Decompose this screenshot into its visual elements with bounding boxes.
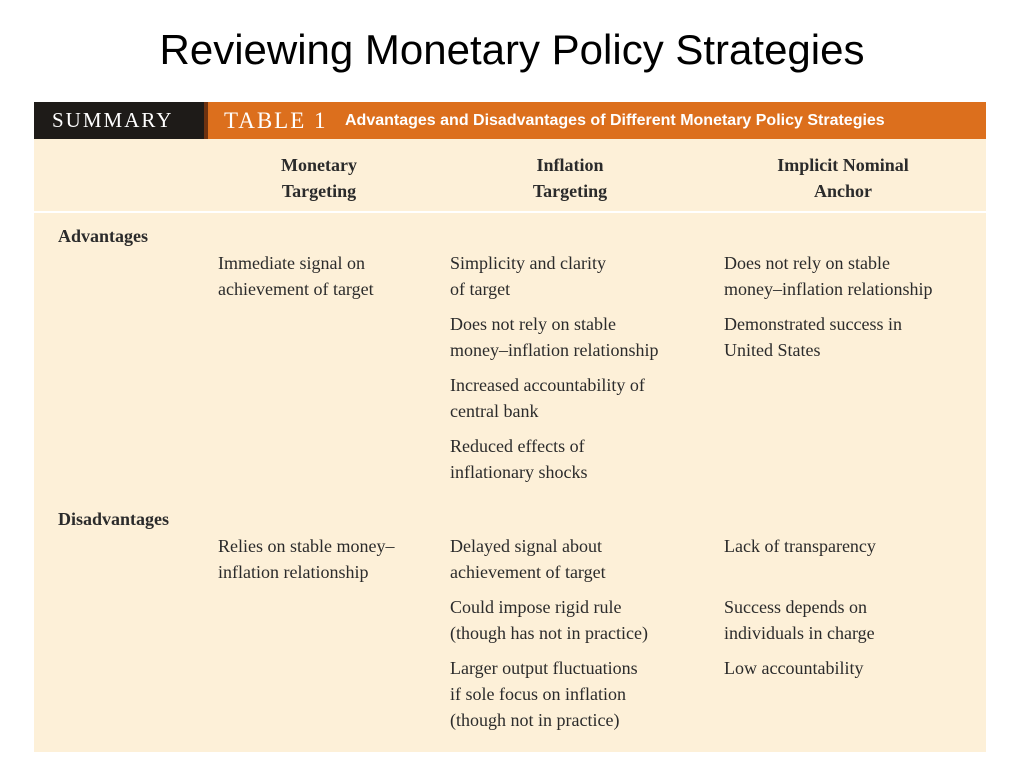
disadvantage-implicit-3: Low accountability: [724, 658, 864, 678]
column-header-implicit-nominal-anchor: Implicit Nominal Anchor: [777, 155, 909, 201]
table-caption: Advantages and Disadvantages of Different Monetary Policy Strategies: [345, 112, 885, 129]
advantage-inflation-3: Increased accountability of central bank: [450, 375, 645, 421]
banner-divider: [204, 102, 208, 139]
disadvantage-inflation-3: Larger output fluctuations if sole focus on inflation (though not in practice): [450, 658, 638, 730]
advantage-inflation-1: Simplicity and clarity of target: [450, 253, 606, 299]
summary-table: [34, 102, 986, 752]
disadvantage-monetary-1: Relies on stable money– inflation relationship: [218, 536, 395, 582]
disadvantage-inflation-2: Could impose rigid rule (though has not in practice): [450, 597, 648, 643]
table-number: TABLE 1: [224, 108, 328, 133]
advantage-inflation-2: Does not rely on stable money–inflation relationship: [450, 314, 659, 360]
header-divider: [34, 211, 986, 213]
table-banner: [34, 102, 986, 139]
advantage-monetary-1: Immediate signal on achievement of target: [218, 253, 374, 299]
summary-label: SUMMARY: [34, 102, 222, 139]
column-header-inflation-targeting: Inflation Targeting: [532, 155, 608, 201]
disadvantage-implicit-2: Success depends on individuals in charge: [724, 597, 875, 643]
advantage-inflation-4: Reduced effects of inflationary shocks: [450, 436, 588, 482]
column-header-monetary-targeting: Monetary Targeting: [281, 155, 357, 201]
advantage-implicit-1: Does not rely on stable money–inflation relationship: [724, 253, 933, 299]
row-label-disadvantages: Disadvantages: [58, 509, 170, 529]
advantage-implicit-2: Demonstrated success in United States: [724, 314, 902, 360]
slide-title: Reviewing Monetary Policy Strategies: [159, 26, 865, 73]
disadvantage-inflation-1: Delayed signal about achievement of target: [450, 536, 606, 582]
row-label-advantages: Advantages: [58, 226, 149, 246]
disadvantage-implicit-1: Lack of transparency: [724, 536, 876, 556]
